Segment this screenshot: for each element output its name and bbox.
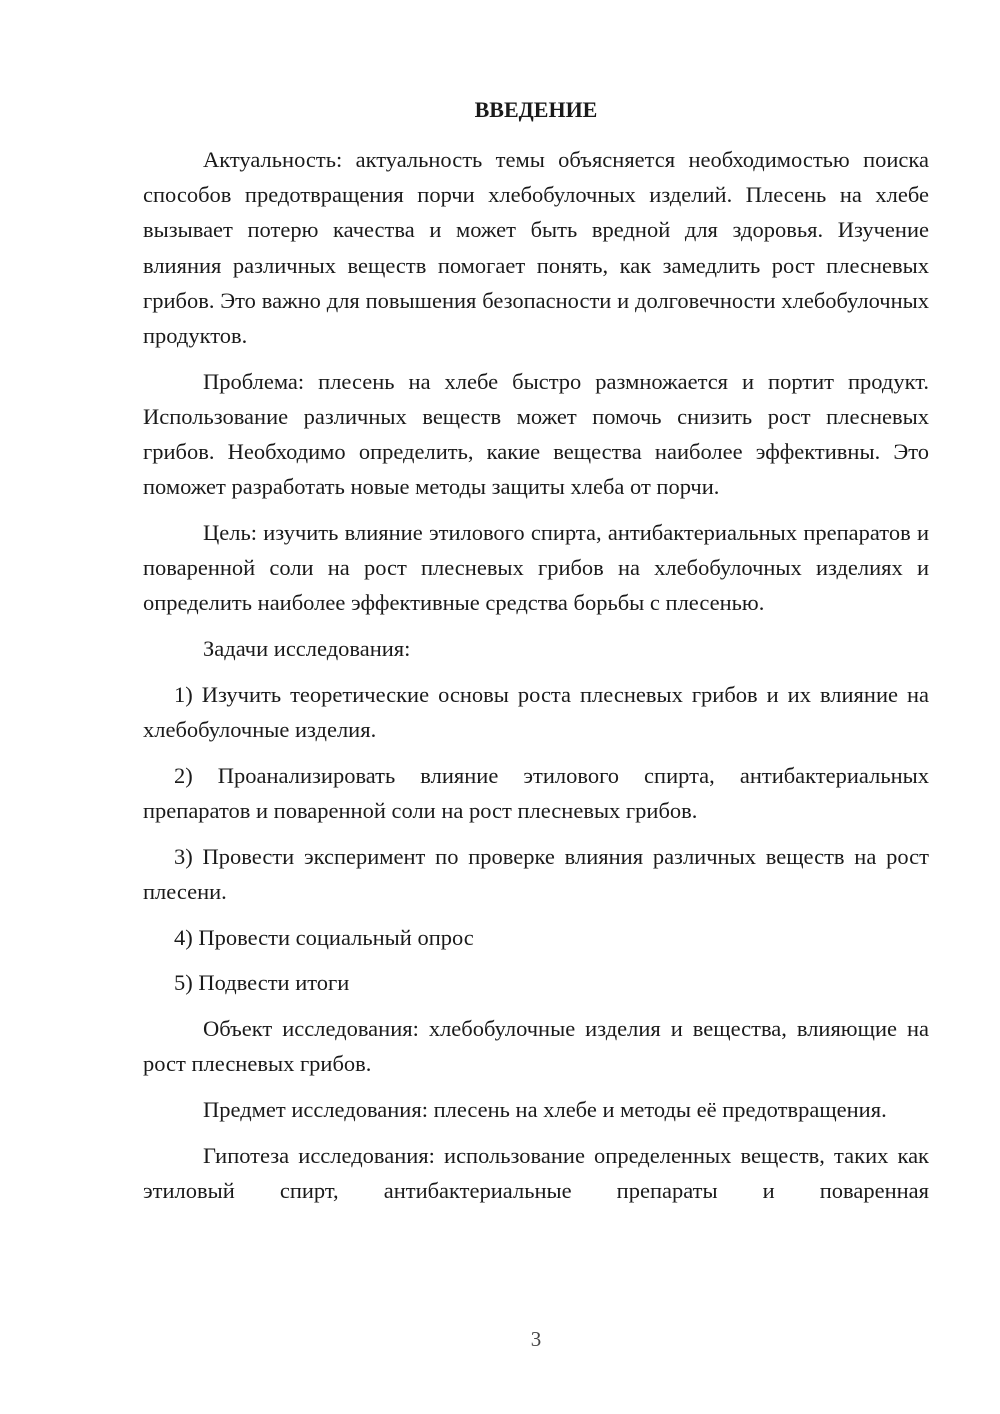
page-number: 3: [530, 1327, 542, 1351]
relevance-paragraph: Актуальность: актуальность темы объясняется необходимостью поиска способов предотвращения порчи хлебобулочных изделий. Плесень на хлебе вызывает потерю качества и может быть вредной для здоровья. Изучение влияния различных веществ помогает понять, как замедлить рост плесневых грибов. Это важно для повышения безопасности и долговечности хлебобулочных продуктов.: [143, 147, 929, 349]
tasks-heading: Задачи исследования:: [203, 636, 411, 662]
task-item-2: 2) Проанализировать влияние этилового спирта, антибактериальных препаратов и поваренной соли на рост плесневых грибов.: [143, 762, 929, 823]
subject-paragraph: Предмет исследования: плесень на хлебе и методы её предотвращения.: [203, 1096, 887, 1122]
goal-paragraph: Цель: изучить влияние этилового спирта, антибактериальных препаратов и поваренной соли на рост плесневых грибов на хлебобулочных изделиях и определить наиболее эффективные средства борьбы с плесенью.: [143, 520, 929, 616]
hypothesis-paragraph: Гипотеза исследования: использование определенных веществ, таких как этиловый спирт, антибактериальные препараты и поваренная: [143, 1142, 929, 1203]
task-item-5: 5) Подвести итоги: [174, 970, 350, 996]
task-item-3: 3) Провести эксперимент по проверке влияния различных веществ на рост плесени.: [143, 843, 929, 904]
task-item-1: 1) Изучить теоретические основы роста плесневых грибов и их влияние на хлебобулочные изделия.: [143, 681, 929, 743]
section-title: ВВЕДЕНИЕ: [474, 97, 598, 122]
object-paragraph: Объект исследования: хлебобулочные изделия и вещества, влияющие на рост плесневых грибов.: [143, 1015, 929, 1077]
task-item-4: 4) Провести социальный опрос: [174, 924, 474, 950]
page-content: [143, 96, 929, 1208]
problem-paragraph: Проблема: плесень на хлебе быстро размножается и портит продукт. Использование различных веществ может помочь снизить рост плесневых грибов. Необходимо определить, какие вещества наиболее эффективны. Это поможет разработать новые методы защиты хлеба от порчи.: [143, 368, 929, 500]
